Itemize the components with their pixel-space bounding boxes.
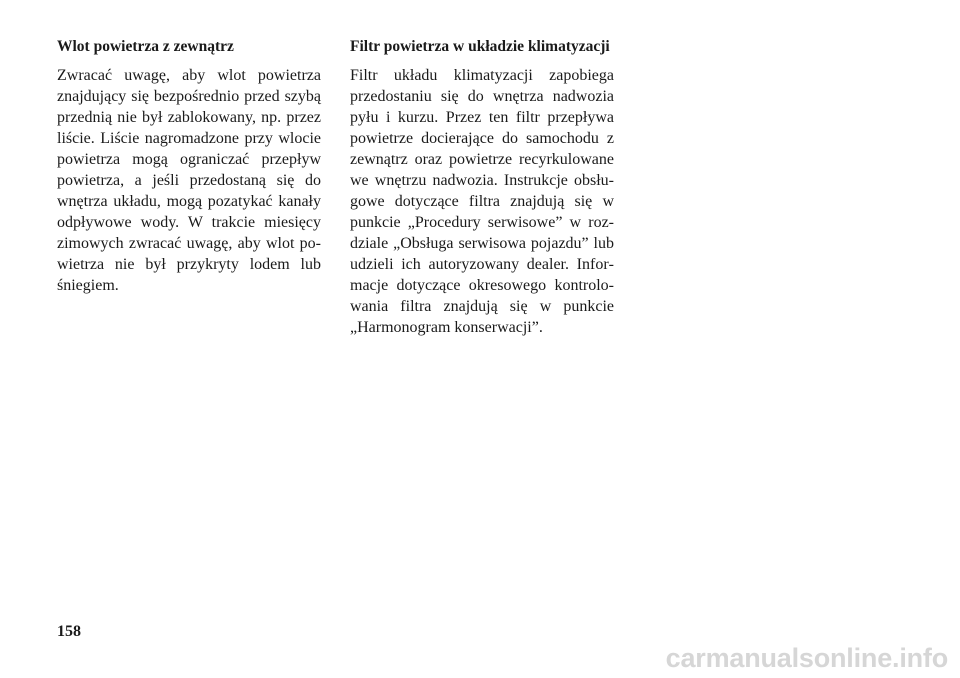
section-heading-cabin-air-filter: Filtr powietrza w układzie klimatyzacji [350,38,610,55]
section-heading-outside-air-intake: Wlot powietrza z zewnątrz [57,38,234,55]
left-column [57,36,321,296]
right-column [350,36,614,338]
watermark: carmanualsonline.info [665,643,948,673]
page-number: 158 [57,623,81,640]
section-body-cabin-air-filter: Filtr układu klimatyzacji zapobiega przedostaniu się do wnętrza nadwozia pyłu i kurzu. Przez ten filtr przepływa powietrze docierające do samochodu z zewnątrz oraz powietrze recyrkulowane we wnętrzu nadwozia. Instrukcje obsługowe dotyczące filtra znajdują się w punkcie „Procedury serwisowe” w rozdziale „Obsługa serwisowa pojazdu” lub udzieli ich autoryzowany dealer. Informacje dotyczące okresowego kontrolowania filtra znajdują się w punkcie „Harmonogram konserwacji”. [350,67,614,336]
section-body-outside-air-intake: Zwracać uwagę, aby wlot powietrza znajdujący się bezpośrednio przed szybą przednią nie był zablokowany, np. przez liście. Liście nagromadzone przy wlocie powietrza mogą ograniczać przepływ powietrza, a jeśli przedostaną się do wnętrza układu, mogą pozatykać kanały odpływowe wody. W trakcie miesięcy zimowych zwracać uwagę, aby wlot powietrza nie był przykryty lodem lub śniegiem. [57,67,321,294]
